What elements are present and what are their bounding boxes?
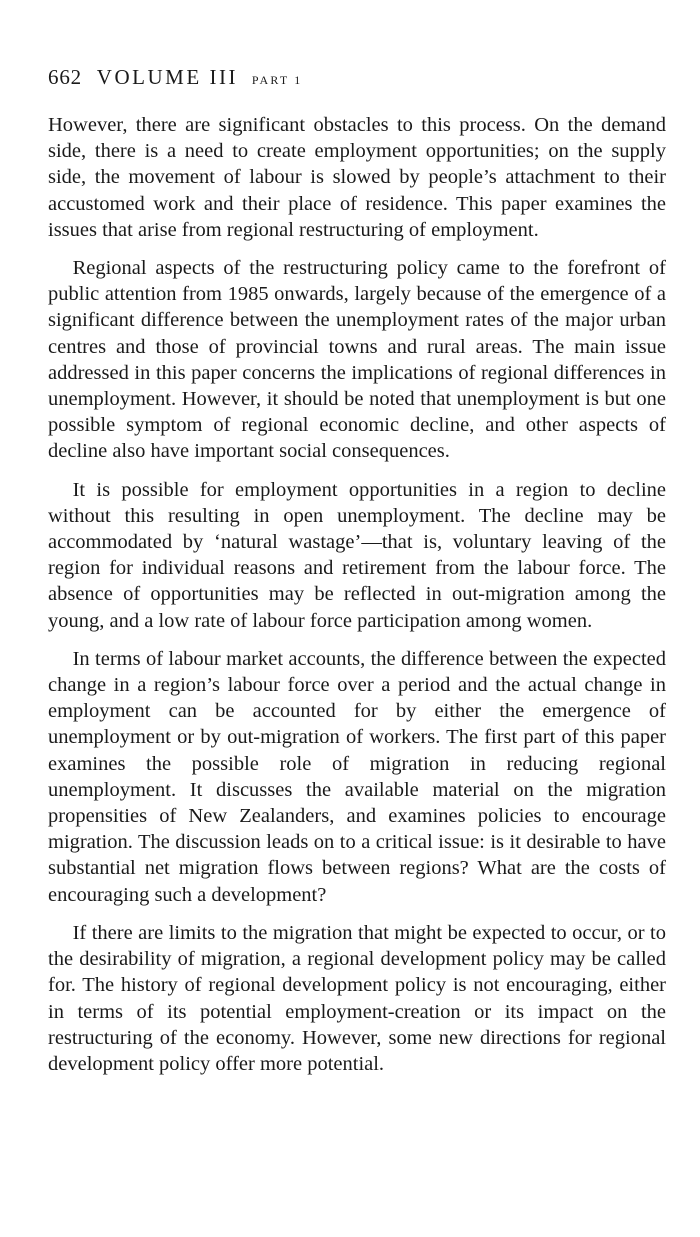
running-head: [48, 64, 666, 93]
paragraph-1: However, there are significant obstacles to this process. On the demand side, there is a need to create employment opportunities; on the supply side, the movement of labour is slowed by people’s attachment to their accustomed work and their place of residence. This paper examines the issues that arise from regional restructuring of employment.: [48, 114, 666, 241]
body-text: [48, 112, 666, 1077]
page: [48, 64, 666, 1089]
part-label: PART 1: [251, 73, 303, 87]
paragraph-5: If there are limits to the migration that might be expected to occur, or to the desirability of migration, a regional development policy may be called for. The history of regional development policy is not encouraging, either in terms of its potential employment-creation or its impact on the restructuring of the economy. However, some new directions for regional development policy offer more potential.: [48, 921, 666, 1075]
paragraph-2: Regional aspects of the restructuring policy came to the forefront of public attention from 1985 onwards, largely because of the emergence of a significant difference between the unemployment rates of the major urban centres and those of provincial towns and rural areas. The main issue addressed in this paper concerns the implications of regional differences in unemployment. However, it should be noted that unemployment is but one possible symptom of regional economic decline, and other aspects of decline also have important social consequences.: [48, 257, 666, 463]
volume-label: VOLUME III: [96, 65, 239, 89]
page-number: 662: [48, 65, 83, 89]
paragraph-4: In terms of labour market accounts, the difference between the expected change in a region’s labour force over a period and the actual change in employment can be accounted for by either the emergence of unemployment or by out-migration of workers. The first part of this paper examines the possible role of migration in reducing regional unemployment. It discusses the available material on the migration propensities of New Zealanders, and examines policies to encourage migration. The discussion leads on to a critical issue: is it desirable to have substantial net migration flows between regions? What are the costs of encouraging such a development?: [48, 647, 666, 906]
paragraph-3: It is possible for employment opportunities in a region to decline without this resulting in open unemployment. The decline may be accommodated by ‘natural wastage’—that is, voluntary leaving of the region for individual reasons and retirement from the labour force. The absence of opportunities may be reflected in out-migration among the young, and a low rate of labour force participation among women.: [48, 478, 666, 632]
